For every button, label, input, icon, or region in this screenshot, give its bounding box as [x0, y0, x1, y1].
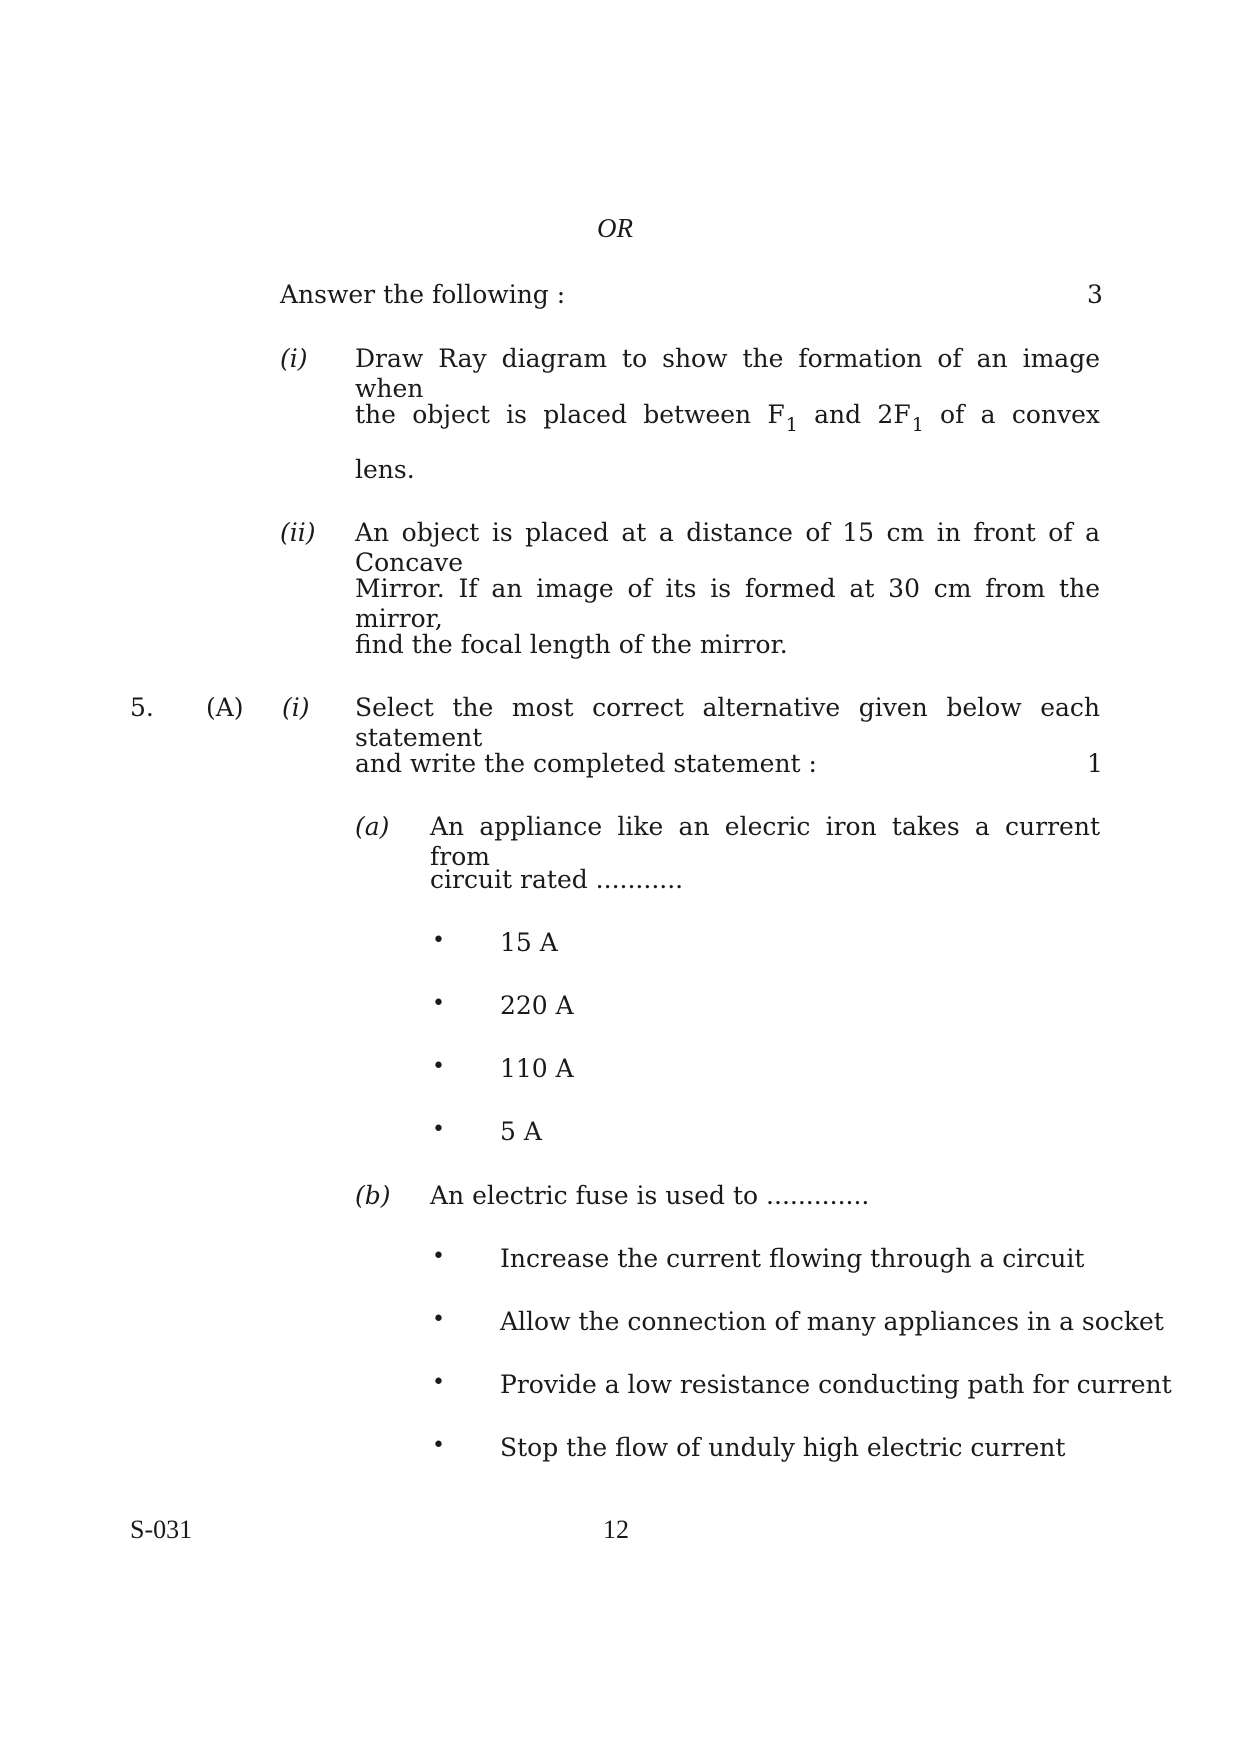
a-line1: An appliance like an elecric iron takes a current from [430, 812, 1100, 871]
q5-line2: and write the completed statement : [355, 749, 817, 778]
marks-q5: 1 [1087, 749, 1103, 778]
page-number: 12 [603, 1515, 629, 1544]
item-ii-line2: Mirror. If an image of its is formed at 30 cm from the mirror, [355, 574, 1100, 633]
bullet-icon: • [432, 1244, 445, 1269]
item-i-line2-mid: and 2F [797, 400, 911, 429]
b-line1: An electric fuse is used to ............. [430, 1181, 870, 1210]
bullet-icon: • [432, 1307, 445, 1332]
bullet-icon: • [432, 1370, 445, 1395]
paper-code: S-031 [130, 1515, 193, 1544]
b-option-3: Provide a low resistance conducting path for current [500, 1370, 1172, 1399]
question-number: 5. [130, 693, 154, 722]
item-i-line2-post: of a convex [923, 400, 1100, 429]
item-i-label: (i) [280, 344, 308, 373]
bullet-icon: • [432, 928, 445, 953]
item-ii-line3: find the focal length of the mirror. [355, 630, 788, 659]
question-part: (A) [206, 693, 244, 722]
bullet-icon: • [432, 1433, 445, 1458]
question-sub: (i) [282, 693, 310, 722]
b-label: (b) [355, 1181, 391, 1210]
item-i-line3: lens. [355, 455, 415, 484]
item-i-sub1: 1 [785, 414, 798, 436]
a-option-2: 220 A [500, 991, 574, 1020]
item-i-line2 [355, 400, 1100, 436]
a-option-4: 5 A [500, 1117, 542, 1146]
item-i-sub2: 1 [911, 414, 924, 436]
b-option-4: Stop the flow of unduly high electric current [500, 1433, 1066, 1462]
bullet-icon: • [432, 1054, 445, 1079]
b-option-2: Allow the connection of many appliances in a socket [500, 1307, 1164, 1336]
marks-or: 3 [1087, 280, 1103, 309]
item-i-line2-pre: the object is placed between F [355, 400, 785, 429]
answer-intro: Answer the following : [280, 280, 566, 309]
a-label: (a) [355, 812, 390, 841]
q5-line1: Select the most correct alternative given below each statement [355, 693, 1100, 752]
a-option-3: 110 A [500, 1054, 574, 1083]
item-ii-line1: An object is placed at a distance of 15 cm in front of a Concave [355, 518, 1100, 577]
bullet-icon: • [432, 1117, 445, 1142]
a-option-1: 15 A [500, 928, 558, 957]
a-line2: circuit rated ........... [430, 865, 684, 894]
bullet-icon: • [432, 991, 445, 1016]
item-i-line1: Draw Ray diagram to show the formation of an image when [355, 344, 1100, 403]
or-heading: OR [597, 213, 633, 243]
b-option-1: Increase the current flowing through a circuit [500, 1244, 1085, 1273]
item-ii-label: (ii) [280, 518, 316, 547]
